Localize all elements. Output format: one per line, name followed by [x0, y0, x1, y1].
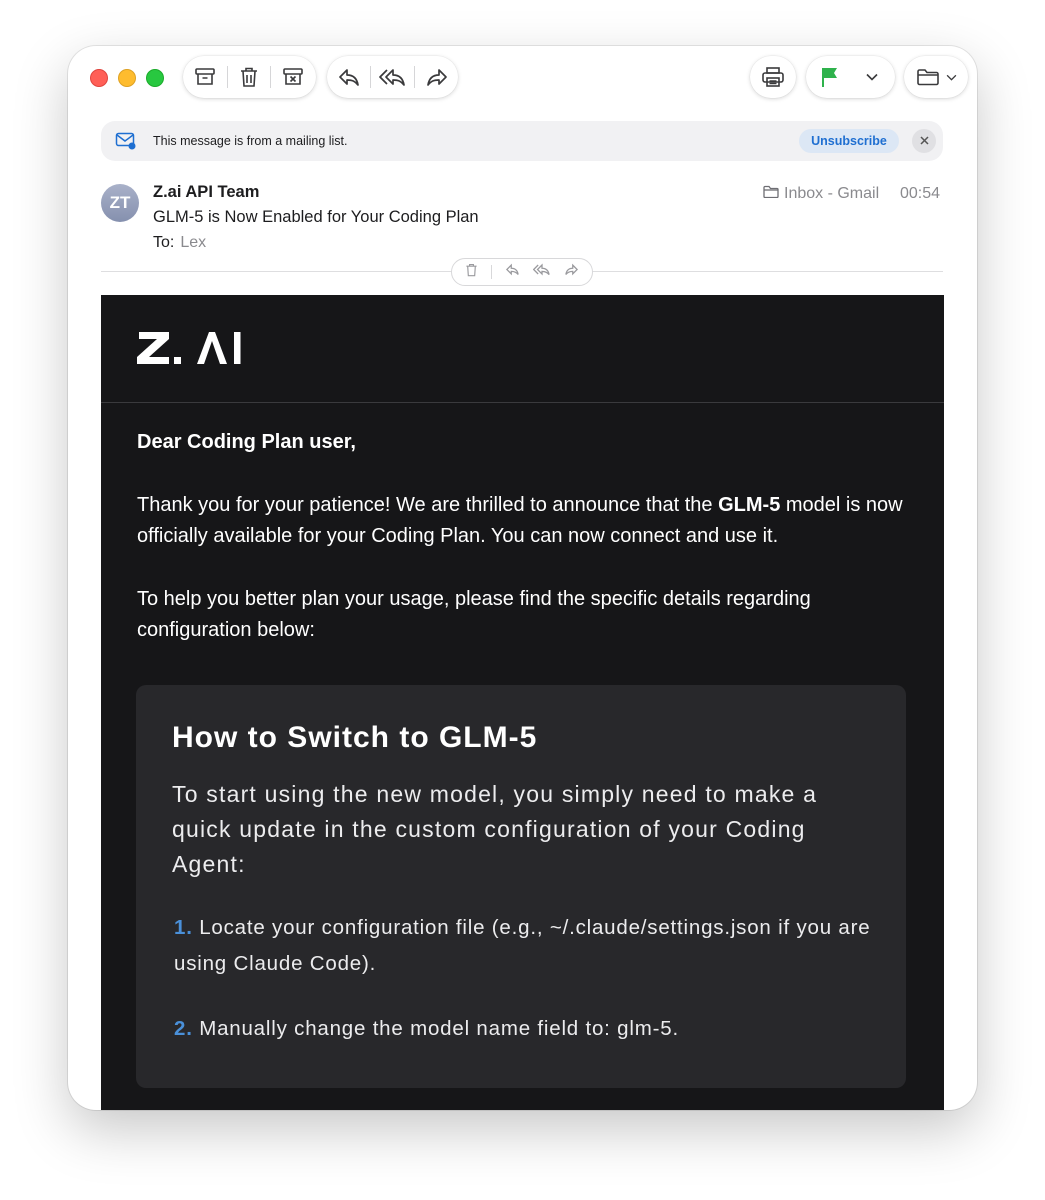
recipient-row — [153, 234, 206, 252]
card-intro: To start using the new model, you simply need to make a quick update in the custom configuration of your Coding Agent: — [172, 781, 818, 877]
reply-button[interactable] — [327, 56, 370, 98]
move-to-folder-button[interactable] — [904, 56, 968, 98]
message-time: 00:54 — [900, 185, 941, 202]
print-button[interactable] — [750, 56, 796, 98]
archive-button[interactable] — [183, 56, 227, 98]
announcement-text-2: model is now officially available for your Coding Plan. You can now connect and use it. — [137, 494, 903, 547]
mail-window — [68, 46, 977, 1110]
move-to-folder-icon — [916, 68, 940, 86]
email-body — [101, 295, 944, 1110]
instructions-card — [136, 685, 906, 1088]
avatar: ZT — [101, 184, 139, 222]
details-paragraph: To help you better plan your usage, please find the specific details regarding configuration below: — [137, 588, 811, 641]
step-text: Manually change the model name field to: glm-5. — [199, 1017, 679, 1040]
announcement-text-1: Thank you for your patience! We are thrilled to announce that the — [137, 494, 719, 516]
banner-close-button[interactable] — [912, 129, 936, 153]
forward-button[interactable] — [415, 56, 458, 98]
forward-icon — [425, 67, 449, 87]
window-close-button[interactable] — [90, 69, 108, 87]
trash-icon — [239, 66, 259, 88]
step-item — [174, 910, 884, 982]
to-label: To: — [153, 234, 175, 251]
mini-reply-icon[interactable] — [505, 263, 520, 281]
recipient-name[interactable]: Lex — [180, 234, 207, 251]
hover-action-bar — [451, 258, 593, 286]
step-text: Locate your configuration file (e.g., ~/.claude/settings.json if you are using Claude Code). — [174, 916, 871, 975]
mini-trash-icon[interactable] — [465, 263, 478, 282]
flag-toolbar-group — [806, 56, 895, 98]
mailbox-label — [763, 185, 879, 203]
unsubscribe-button[interactable]: Unsubscribe — [799, 129, 899, 153]
flag-button[interactable] — [806, 56, 854, 98]
mailing-list-text: This message is from a mailing list. — [153, 134, 348, 148]
reply-all-icon — [379, 67, 407, 87]
move-to-folder-inner — [904, 56, 968, 98]
announcement-paragraph — [137, 490, 927, 552]
email-header-divider — [101, 402, 944, 403]
archive-icon — [194, 67, 216, 87]
window-zoom-button[interactable] — [146, 69, 164, 87]
model-name: GLM-5 — [718, 494, 781, 516]
print-icon — [761, 66, 785, 88]
flag-menu-button[interactable] — [854, 56, 890, 98]
mailbox-name: Inbox - Gmail — [784, 185, 880, 202]
mini-forward-icon[interactable] — [564, 263, 579, 281]
window-minimize-button[interactable] — [118, 69, 136, 87]
delete-toolbar-group — [183, 56, 316, 98]
reply-icon — [337, 67, 361, 87]
print-button-inner — [750, 56, 796, 98]
mailing-list-banner — [101, 121, 943, 161]
junk-icon — [282, 67, 304, 87]
reply-toolbar-group — [327, 56, 458, 98]
step-item — [174, 1011, 884, 1047]
subject: GLM-5 is Now Enabled for Your Coding Plan — [153, 208, 479, 226]
step-number: 2. — [174, 1017, 193, 1040]
zai-logo — [137, 329, 243, 372]
folder-chevron-icon — [946, 74, 957, 81]
junk-button[interactable] — [271, 56, 315, 98]
flag-icon — [820, 66, 840, 88]
trash-button[interactable] — [228, 56, 270, 98]
flag-menu-chevron-icon — [866, 73, 878, 81]
step-number: 1. — [174, 916, 193, 939]
close-icon — [920, 132, 929, 150]
greeting: Dear Coding Plan user, — [137, 431, 356, 453]
sender-name[interactable]: Z.ai API Team — [153, 183, 260, 201]
reply-all-button[interactable] — [371, 56, 414, 98]
mini-reply-all-icon[interactable] — [533, 263, 551, 281]
mailing-list-icon — [115, 131, 137, 156]
folder-icon — [763, 185, 779, 203]
card-title: How to Switch to GLM-5 — [172, 721, 538, 754]
